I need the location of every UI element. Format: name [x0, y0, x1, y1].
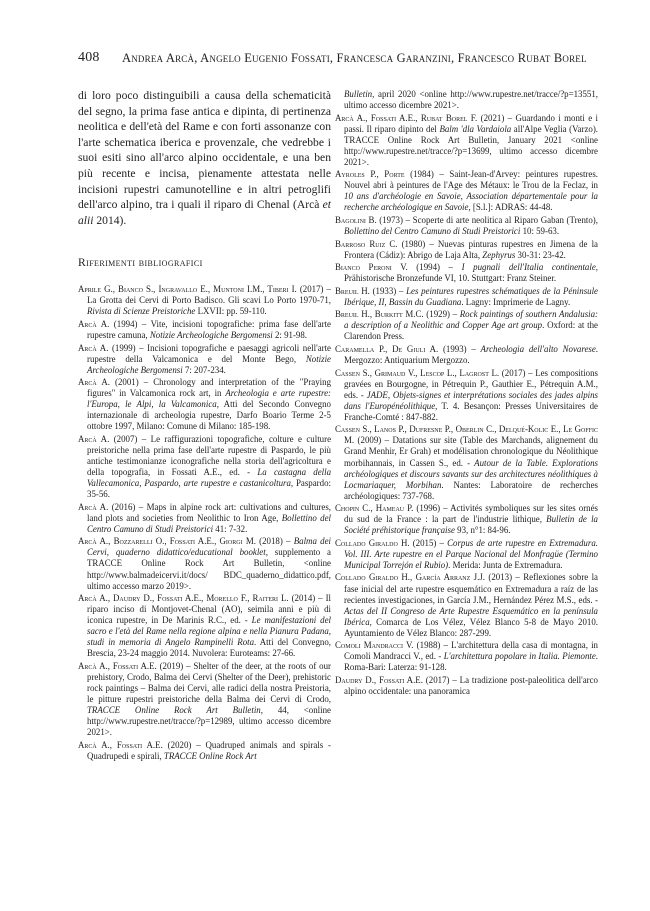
reference-text: (2009) – Datations sur site (Table des Marchands, alignement du Grand Menhir, Er Grah) et modélisation chronologique du Néolithique morbihannais, in Cassen S., ed. - [344, 435, 598, 468]
reference-ti: Notizie Archeologiche Bergomensi [149, 330, 273, 341]
reference-text: (1973) – Scoperte di arte neolitica al Riparo Gaban (Trento), [376, 215, 598, 226]
reference-entry [78, 343, 331, 376]
reference-ti: Rock paintings of southern Andalusia: a description of a Neolithic and Copper Age art group [344, 309, 599, 331]
reference-au: Barroso Ruiz C. [335, 238, 398, 249]
reference-text: (2001) – Chronology and interpretation of the "Praying figures" in Valcamonica rock art, in [87, 377, 332, 399]
reference-entry [78, 661, 331, 738]
reference-au: Breuil H. [335, 285, 370, 296]
page-number: 408 [78, 50, 100, 65]
reference-au: Comoli Mandracci V. [335, 640, 414, 651]
reference-rest: , Comarca de Los Vélez, Vélez Blanco 5-8 de Mayo 2010. Ayuntamiento de Vélez Blanco: 287-299. [344, 616, 598, 638]
reference-ti: Bulletin de la Société préhistorique française [344, 514, 598, 536]
reference-au: Caramella P., De Giuli A. [335, 344, 439, 355]
reference-rest: LXVII: pp. 59-110. [195, 306, 267, 317]
reference-au: Bagolini B. [335, 215, 377, 226]
reference-au: Chopin C., Hameau P. [335, 503, 414, 514]
reference-ti: Notizie Archeologiche Bergomensi [87, 353, 331, 375]
reference-entry [335, 262, 598, 284]
reference-entry [335, 113, 598, 168]
reference-au: Arcà A. [78, 433, 110, 444]
reference-entry [335, 239, 598, 261]
left-column [78, 88, 331, 763]
reference-rest: 7: 207-234. [182, 364, 226, 375]
reference-au: Cassen S., Lanos P., Dufresne P., Oberlin C., Delqué-Kolic E., Le Goffic M. [335, 424, 598, 446]
reference-ti: Balma dei Cervi, quaderno didattico/educational booklet [87, 536, 331, 558]
reference-rest: . Oxford: at the Clarendon Press. [344, 320, 598, 342]
reference-rest: . Merida: Junta de Extremadura. [448, 559, 563, 570]
reference-text: (2013) – Reflexiones sobre la fase inicial del arte rupestre esquemático en Extremadura a raíz de las recientes investigaciones, in García J.M., Hernández Pérez M.S., eds. - [344, 572, 598, 605]
section-heading: Riferimenti bibliografici [78, 256, 203, 270]
reference-entry [335, 424, 598, 501]
reference-entry [335, 309, 598, 342]
reference-text: (2015) – [409, 537, 448, 548]
reference-text: (2017) – Les compositions gravées en Bourgogne, in Pétrequin P., Gauthier E., Pétrequin A.M., eds. - [344, 367, 599, 400]
reference-entry [335, 169, 598, 213]
reference-text: (2021) – Guardando i monti e i passi. Il riparo dipinto del [344, 112, 598, 134]
reference-au: Aprile G., Bianco S., Ingravallo E., Muntoni I.M., Tiberi I. [78, 284, 297, 295]
reference-text: (2020) – Quadruped animals and spirals - Quadrupedi e spirali, [87, 739, 332, 761]
intro-italic: et alii [78, 198, 331, 227]
reference-entry [78, 536, 331, 591]
reference-entry [78, 434, 331, 500]
reference-ti: Rivista di Scienze Preistoriche [87, 306, 196, 317]
reference-entry [335, 538, 598, 571]
reference-rest: , Atti del Secondo Convegno internazionale di archeologia rupestre, Darfo Boario Terme 2-5 ottobre 1997, Milano: Comune di Milano: 185-198. [87, 399, 331, 432]
reference-rest: 41: 7-32. [213, 523, 248, 534]
reference-entry [335, 675, 598, 697]
references-list-left [78, 284, 331, 761]
reference-rest: . Roma-Bari: Laterza: 91-128. [344, 651, 599, 673]
page-header [78, 50, 598, 68]
reference-au: Ayroles P., Porte [335, 169, 405, 180]
intro-paragraph [78, 88, 331, 228]
reference-ti: TRACCE Online Rock Art [163, 750, 257, 761]
reference-au: Arcà A. [78, 342, 109, 353]
reference-entry [78, 740, 331, 762]
reference-text: (1994) – Vite, incisioni topografiche: prima fase dell'arte rupestre camuna, [87, 318, 331, 341]
reference-ti: Autour de la Table. Explorations archéologiques et discours savants sur des architectures néolithiques à Locmariaquer, Morbihan [344, 457, 598, 490]
reference-rest: 30-31: 23-42. [515, 249, 566, 260]
reference-entry [78, 593, 331, 659]
reference-rest: 93, n°1: 84-96. [454, 525, 511, 536]
reference-ti: Archeologia dell'alto Novarese [480, 344, 596, 355]
reference-text: (1933) – [369, 285, 407, 296]
reference-rest: , [S.l.]: ADRAS: 44-48. [468, 202, 553, 213]
reference-ti: 10 ans d'archéologie en Savoie, Association départementale pour la recherche archéologique en Savoie [344, 191, 598, 213]
reference-text: (1999) – Incisioni topografiche e paesaggi agricoli nell'arte rupestre della Valcamonica e del Monte Bego, [87, 342, 331, 364]
reference-ti: Bulletin [344, 89, 373, 99]
reference-entry [335, 215, 598, 237]
reference-au: Arcà A., Bozzarelli O., Fossati A.E., Giorgi M. [78, 536, 256, 547]
reference-au: Arcà A., Fossati A.E. [78, 660, 157, 671]
reference-rest: all'Alpe Veglia (Varzo). TRACCE Online Rock Art Bulletin, January 2021 <online http://www.rupestre.net/tracce/?p=13699, ultimo accesso dicembre 2021>. [344, 123, 599, 167]
reference-rest: 10: 59-63. [520, 226, 560, 237]
reference-text: (2016) – Maps in alpine rock art: cultivations and cultures, land plots and societies from Neolithic to Iron Age, [87, 501, 332, 523]
reference-rest: , 44, <online http://www.rupestre.net/tracce/?p=12989, ultimo accesso dicembre 2021>. [87, 705, 331, 738]
reference-rest: , Prähistorische Bronzefunde VI, 10. Stuttgart: Franz Steiner. [344, 262, 598, 284]
reference-au: Arcà A., Fossati A.E. [78, 739, 163, 750]
reference-entry [78, 377, 331, 432]
reference-entry [78, 319, 331, 341]
reference-text: (2014) – Il riparo inciso di Montjovet-Chenal (AO), seimila anni e più di iconica rupestre, in De Marinis R.C., ed. - [87, 593, 331, 626]
reference-au: Arcà A., Fossati A.E., Rubat Borel F. [335, 112, 478, 123]
reference-entry [335, 89, 598, 111]
reference-ti: I pugnali dell'Italia continentale [461, 262, 596, 273]
reference-rest: . Lagny: Imprimerie de Lagny. [461, 296, 571, 307]
reference-text: (1994) – [407, 262, 462, 273]
reference-text: (1980) – Nuevas pinturas rupestres en Jimena de la Frontera (Cádiz): Abrigo de Laja Alta, [344, 238, 598, 260]
references-list-right [335, 89, 598, 697]
reference-text: (2007) – Le raffigurazioni topografiche, colture e culture preistoriche nella prima fase dell'arte rupestre di Paspardo, le più antiche testimonianze iconografiche nella storia dell'agricoltura e della topografia, in Fossati A.E., ed. - [87, 433, 332, 478]
reference-au: Arcà A. [78, 377, 110, 388]
reference-text: (1996) – Activités symboliques sur les sites ornés du sud de la France : la part de l'industrie lithique, [344, 503, 598, 525]
reference-au: Daudry D., Fossati A.E. [335, 674, 423, 685]
reference-ti: Corpus de arte rupestre en Extremadura. Vol. III. Arte rupestre en el Parque Nacional del Monfragüe (Termino Municipal Torrejón el Rubio) [344, 537, 598, 570]
reference-text: (2017) – La Grotta dei Cervi di Porto Badisco. Gli scavi Lo Porto 1970-71, [87, 284, 331, 306]
reference-entry [335, 368, 598, 423]
reference-ti: Zephyrus [482, 249, 516, 260]
reference-au: Arcà A., Daudry D., Fossati A.E., Morello F., Raiteri L. [78, 593, 289, 604]
intro-text: di loro poco distinguibili a causa della schematicità del segno, la prima fase antica e dipinta, di pertinenza neolitica e dell'età del Rame e con forti assonanze con l'arte schematica iberica e provenzale, che vedrebbe i suoi esiti sino all'arco alpino occidentale, e una ben più recente e incisa, pienamente attestata nelle incisioni rupestri camunotelline e in altri petroglifi dell'arco alpino, tra i quali il riparo di Chenal (Arcà [78, 89, 331, 212]
reference-ti: La castagna della Vallecamonica, Paspardo, arte rupestre e castanicoltura [87, 467, 332, 489]
reference-entry [335, 344, 598, 366]
reference-rest: , supplemento a TRACCE Online Rock Art Bulletin, <online http://www.balmadeicervi.it/docs/ BDC_quaderno_didattico.pdf, ultimo accesso marzo 2019>. [87, 547, 331, 591]
reference-rest: 2: 91-98. [272, 330, 308, 341]
reference-entry [335, 503, 598, 536]
reference-au: Bianco Peroni V. [335, 262, 408, 273]
intro-text-end: 2014). [93, 213, 127, 227]
reference-au: Breuil H., Burkitt M.C. [335, 309, 424, 320]
reference-text: (1984) – Saint-Jean-d'Arvey: peintures rupestres. Nouvel abri à peintures de l'Age des Métaux: le Trou de la Feclaz, in [344, 169, 599, 191]
reference-text: (2019) – Shelter of the deer, at the roots of our prehistory, Crodo, Balma dei Cervi (Shelter of the Deer), prehistoric rock paintings – Balma dei Cervi, alle radici della nostra Preistoria, le pitture rupestri preistoriche della Balma dei Cervi di Crodo, [87, 660, 332, 705]
reference-rest: , T. 4. Besançon: Presses Universitaires de Franche-Comté : 847-882. [344, 400, 598, 422]
reference-au: Arcà A. [78, 501, 109, 512]
reference-au: Collado Giraldo H., García Arranz J.J. [335, 572, 486, 583]
reference-ti: TRACCE Online Rock Art Bulletin [87, 705, 261, 716]
reference-ti: Les peintures rupestres schématiques de la Péninsule Ibérique, II, Bassin du Guadiana [344, 285, 598, 307]
reference-rest: , Paspardo: 35-56. [87, 478, 331, 500]
reference-ti: L'architettura popolare in Italia. Piemonte [443, 651, 596, 662]
reference-au: Arcà A. [78, 318, 110, 329]
reference-ti: JADE, Objets-signes et interprétations sociales des jades alpins dans l'Europénéolithique [344, 389, 598, 411]
reference-text: (2017) – La tradizione post-paleolitica dell'arco alpino occidentale: una panoramica [344, 674, 598, 696]
reference-au: Cassen S., Grimaud V., Lescop L., Lagrost L. [335, 367, 500, 378]
reference-text: (1988) – L'architettura della casa di montagna, in Comoli Mandracci V., ed. - [344, 640, 598, 662]
right-column [335, 89, 598, 698]
reference-ti: Archeologia e arte rupestre: l'Europa, le Alpi, la Valcamonica [87, 388, 331, 410]
reference-au: Collado Giraldo H. [335, 537, 410, 548]
reference-entry [78, 284, 331, 317]
reference-rest: , april 2020 <online http://www.rupestre.net/tracce/?p=13551, ultimo accesso dicembre 2021>. [344, 89, 598, 111]
running-head-authors: Andrea Arcà, Angelo Eugenio Fossati, Francesca Garanzini, Francesco Rubat Borel [122, 51, 587, 65]
reference-entry [335, 286, 598, 308]
reference-rest: . Atti del Convegno, Brescia, 23-24 maggio 2014. Nuvolera: Euroteams: 27-66. [87, 637, 331, 659]
reference-rest: . Mergozzo: Antiquarium Mergozzo. [344, 344, 598, 366]
reference-ti: Balm 'dla Vardaiola [439, 123, 512, 134]
reference-ti: Bollettino del Centro Camuno di Studi Preistorici [344, 226, 521, 237]
reference-text: (1993) – [438, 344, 481, 355]
reference-entry [335, 640, 598, 673]
reference-rest: . Nantes: Laboratoire de recherches archéologiques: 737-768. [344, 479, 598, 501]
reference-ti: Bollettino del Centro Camuno di Studi Preistorici [87, 512, 331, 534]
reference-text: (2018) – [255, 536, 294, 547]
reference-text: (1929) – [423, 309, 460, 320]
reference-entry [78, 502, 331, 535]
reference-entry [335, 572, 598, 638]
reference-ti: Le manifestazioni del sacro e l'età del Rame nella regione alpina e nella Pianura Padana, studi in memoria di Angelo Rampinelli Rota [87, 615, 331, 648]
reference-ti: Actas del II Congreso de Arte Rupestre Esquemático en la península Ibérica [344, 605, 598, 627]
